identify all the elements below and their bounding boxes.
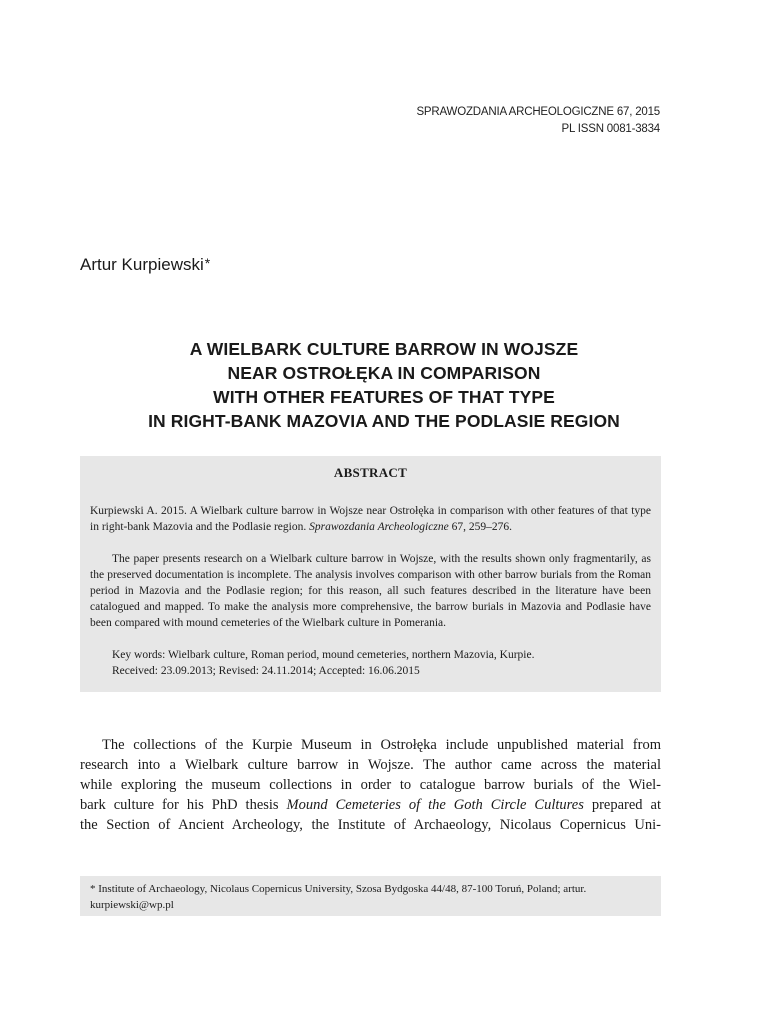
title-line-3: WITH OTHER FEATURES OF THAT TYPE — [213, 387, 555, 407]
journal-issn: PL ISSN 0081-3834 — [561, 123, 660, 135]
body-line-1: The collections of the Kurpie Museum in Ostrołęka include unpublished material from — [102, 737, 661, 753]
author-footnote — [80, 876, 661, 916]
title-line-4: IN RIGHT-BANK MAZOVIA AND THE PODLASIE REGION — [148, 411, 620, 431]
journal-name: SPRAWOZDANIA ARCHEOLOGICZNE 67, 2015 — [416, 106, 660, 118]
body-line-4-tail: prepared at — [583, 797, 661, 813]
footnote-line-2: kurpiewski@wp.pl — [90, 899, 174, 911]
body-line-5: the Section of Ancient Archeology, the Institute of Archaeology, Nicolaus Copernicus Uni- — [80, 817, 661, 833]
thesis-title: Mound Cemeteries of the Goth Circle Cultures — [286, 797, 584, 813]
body-paragraph — [80, 735, 661, 835]
citation-journal: Sprawozdania Archeologiczne — [309, 521, 449, 533]
abstract-citation — [90, 503, 651, 535]
title-line-1: A WIELBARK CULTURE BARROW IN WOJSZE — [189, 339, 579, 359]
author-footnote-marker: * — [204, 255, 211, 271]
body-line-2: research into a Wielbark culture barrow in Wojsze. The author came across the material — [80, 757, 661, 773]
citation-text: Kurpiewski A. 2015. A Wielbark culture barrow in Wojsze near Ostrołęka in comparison with other features of that type in right-bank Mazovia and the Podlasie region. — [90, 505, 651, 533]
author-line — [80, 255, 210, 275]
citation-pages: 67, 259–276. — [448, 521, 512, 533]
abstract-summary: The paper presents research on a Wielbark culture barrow in Wojsze, with the results shown only fragmentarily, as the preserved documentation is incomplete. The analysis involves comparison with other barrow burials from the Roman period in Mazovia and the Podlasie region; for this reason, all such features described in the literature have been catalogued and mapped. To make the analysis more comprehensive, the barrow burials in Mazovia and Podlasie have been compared with mound cemeteries of the Wielbark culture in Pomerania. — [90, 553, 651, 629]
abstract-meta — [90, 647, 651, 679]
body-line-4 — [80, 795, 661, 815]
abstract-heading: ABSTRACT — [333, 465, 408, 480]
abstract-keywords: Key words: Wielbark culture, Roman period, mound cemeteries, northern Mazovia, Kurpie. — [112, 649, 535, 661]
abstract-dates: Received: 23.09.2013; Revised: 24.11.2014; Accepted: 16.06.2015 — [112, 665, 420, 677]
abstract-box — [80, 456, 661, 692]
title-line-2: NEAR OSTROŁĘKA IN COMPARISON — [227, 363, 541, 383]
footnote-line-1: * Institute of Archaeology, Nicolaus Copernicus University, Szosa Bydgoska 44/48, 87-100 Toruń, Poland; artur. — [90, 883, 587, 895]
body-line-4-text: bark culture for his PhD thesis — [80, 797, 287, 813]
article-title — [60, 337, 708, 433]
journal-header — [416, 104, 660, 138]
body-line-3: while exploring the museum collections in order to catalogue barrow burials of the Wiel- — [80, 777, 661, 793]
author-name: Artur Kurpiewski — [80, 255, 204, 274]
